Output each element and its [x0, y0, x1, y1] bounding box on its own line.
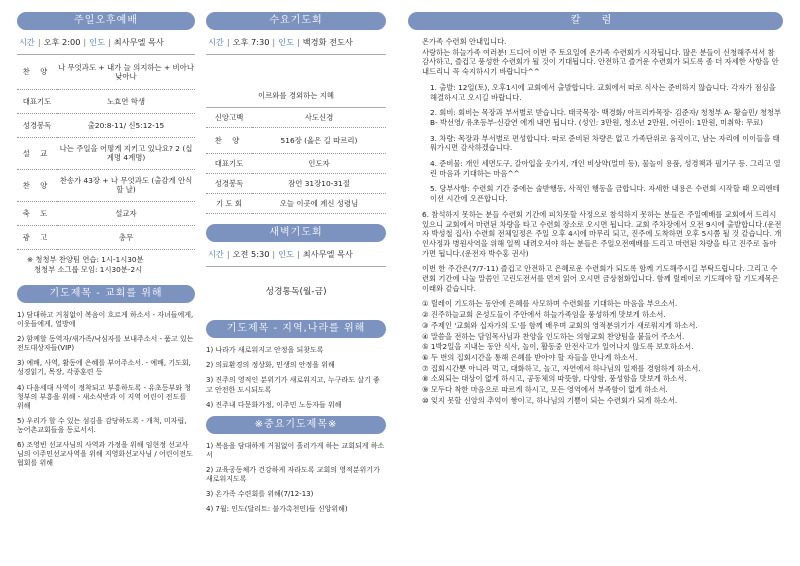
dawn-reading: 성경통독(월-금) [265, 287, 327, 298]
order-value: 516장 (옳은 길 따르리) [252, 128, 386, 154]
order-key: 대표기도 [17, 89, 57, 113]
relay-prayer-item: ④ 말씀을 전하는 담임목사님과 찬양을 인도하는 의형교회 찬양팀을 붙들어 주소서. [422, 331, 685, 341]
leader-value: 최사무엘 목사 [302, 249, 353, 259]
order-key: 성경봉독 [17, 113, 57, 137]
order-row [17, 55, 195, 89]
time-value: 오전 5:30 [232, 249, 270, 259]
note-line: 청청부 소그룹 모임: 1시30분-2시 [34, 264, 143, 274]
prayer-church-list [17, 311, 195, 468]
note-line: ※ 청청부 찬양팀 연습: 1시-1시30분 [27, 254, 144, 264]
order-row [206, 154, 386, 174]
prayer-region-list [206, 346, 386, 409]
sunday-order-table [17, 55, 195, 250]
column-item: 2. 회비: 회비는 목장과 부서별로 받습니다. 태국목장- 백경화/ 아프리카목장- 김준자/ 청청부 A- 황슬민/ 청청부 B- 박선영/ 유초등부-신감연 에게 내면 됩니다. (성인: 3만원, 청소년 2만원, 어린이: 1만원, 미취학: 무료) [430, 108, 781, 127]
order-row [17, 137, 195, 169]
order-key: 광 고 [17, 225, 57, 249]
column-item: 3. 차량: 목장과 부서별로 편성합니다. 따로 준비된 차량은 없고 가족단위로 움직이고, 남는 자리에 이이들을 태워가시면 감사하겠습니다. [430, 133, 780, 153]
prayer-item: 3) 온가족 수련회를 위해(7/12-13) [206, 490, 314, 499]
order-key: 대표기도 [206, 154, 252, 174]
column-title: 칼 럼 [408, 12, 783, 30]
leader-value: 최사무엘 목사 [113, 37, 164, 47]
order-key: 찬 양 [17, 55, 57, 89]
prayer-item: 3) 진주의 영적인 분위기가 새로워지고, 누구라도 살기 좋고 안전한 도시되도록 [206, 376, 380, 394]
order-key: 설 교 [17, 137, 57, 169]
relay-prayer-item: ⑤ 1박2일을 지내는 동안 식사, 놀이, 활동중 안전사고가 일어나지 않도록 보호하소서. [422, 342, 694, 352]
time-label: 시간 [208, 249, 224, 259]
wednesday-service-title: 수요기도회 [206, 12, 386, 30]
leader-label: 인도 [278, 249, 294, 259]
order-row [17, 89, 195, 113]
middle-column [206, 12, 386, 520]
column-item: 4. 준비물: 개인 세면도구, 갈아입을 옷가지, 개인 비상약(멀미 등), 물놀이 용품, 성경책과 필기구 등. 그리고 열린 마음과 기대하는 마음^^ [430, 159, 781, 178]
order-key: 찬 양 [17, 169, 57, 201]
prayer-church-title: 기도제목 - 교회를 위해 [17, 285, 195, 303]
leader-value: 백경화 전도사 [302, 37, 353, 47]
order-value: 찬송가 43장 + 나 무엇과도 (출감게 안식할 날) [57, 169, 195, 201]
prayer-region-title: 기도제목 - 지역,나라를 위해 [206, 320, 386, 338]
relay-prayer-item: ① 릴레이 기도하는 동안에 은혜를 사모하며 수련회를 기대하는 마음을 부으소서. [422, 299, 678, 309]
order-value: 나는 주일을 어떻게 지키고 있나요? 2 (십계명 4계명) [57, 137, 195, 169]
divider [206, 266, 386, 267]
time-label: 시간 [208, 37, 224, 47]
relay-prayer-item: ⑥ 두 번의 집회시간을 통해 은혜를 받아야 할 자들을 만나게 하소서. [422, 352, 638, 362]
relay-prayer-list [422, 299, 783, 405]
relay-prayer-item: ⑧ 소외되는 대상이 없게 하시고, 공동체의 따뜻함, 다양함, 풍성함을 맛보게 하소서. [422, 374, 687, 384]
prayer-item: 1) 복음을 담대하게 거침없이 흘러가게 하는 교회되게 하소서 [206, 441, 385, 459]
important-prayer-title: ※중요기도제목※ [206, 416, 386, 434]
order-value: 노효연 학생 [57, 89, 195, 113]
column-item: 1. 출발: 12일(토), 오후1시에 교회에서 출발합니다. 교회에서 따로 식사는 준비하지 않습니다. 각자가 점심을 해결하시고 오시길 바랍니다. [430, 82, 776, 102]
order-row [17, 201, 195, 225]
time-value: 오후 7:30 [232, 37, 270, 47]
relay-prayer-item: ⑩ 잊지 못할 신앙의 추억이 쌓이고, 하나님의 기쁨이 되는 수련회가 되게 하소서. [422, 395, 678, 405]
column-body [408, 37, 783, 406]
order-key: 기 도 회 [206, 194, 252, 214]
order-row [206, 108, 386, 128]
time-label: 시간 [19, 37, 35, 47]
order-key: 축 도 [17, 201, 57, 225]
divider [206, 54, 386, 55]
wednesday-subtitle: 이르와를 경외하는 지혜 [257, 91, 335, 101]
prayer-item: 2) 함께할 동역자/새가족/낙심자를 보내주소서 - 품고 있는 전도대상자들(VIP) [17, 335, 194, 353]
sunday-notes [17, 255, 195, 274]
leader-label: 인도 [89, 37, 105, 47]
relay-prayer-item: ⑦ 집회시간뿐 아니라 먹고, 대화하고, 놀고, 자연에서 하나님의 일재를 경험하게 하소서. [422, 363, 701, 373]
left-column [17, 12, 195, 474]
relay-prayer-item: ⑨ 모두다 착한 마음으로 따르게 하시고, 모든 영역에서 부족함이 없게 하소서. [422, 385, 668, 395]
wednesday-service-time: 시간 | 오후 7:30 | 인도 | 백경화 전도사 [208, 37, 353, 47]
sunday-service-time: 시간 | 오후 2:00 | 인도 | 최사무엘 목사 [19, 37, 164, 47]
order-row [17, 169, 195, 201]
column-article [408, 12, 783, 407]
order-value: 잠언 31장10-31절 [252, 174, 386, 194]
important-prayer-list [206, 442, 386, 515]
leader-label: 인도 [278, 37, 294, 47]
relay-prayer-item: ② 진주하늘교회 온성도들이 주안에서 하늘가족임을 풍성하게 맛보게 하소서. [422, 310, 666, 320]
prayer-item: 1) 담대하고 거침없이 복음이 흐르게 하소서 - 자녀들에게, 이웃들에게, 열방에 [17, 310, 194, 329]
order-value: 총무 [57, 225, 195, 249]
column-closing: 이번 한 주간은(7/7-11) 즐겁고 안전하고 은혜로운 수련회가 되도록 함께 기도해주시길 부탁드립니다. 그리고 수련회 기간에 나눌 말씀인 고린도전서를 먼저 읽어 오시면 금상첨화입니다. 함께 릴레이로 기도해야 할 기도제목은 이래와 같습니다. [422, 264, 779, 293]
sunday-service-title: 주일오후예배 [17, 12, 195, 30]
column-intro: 사랑하는 하늘가족 여러분! 드디어 이번 주 토요일에 온가족 수련회가 시작됩니다. 많은 분들이 신청해주셔서 참 감사하고, 즐겁고 풍성한 수련회가 될 것이 기대됩니다. 안전하고 즐거운 수련회가 되도록 좀 더 자세한 사항을 안내드리니 꼭 숙지하시기 바랍니다^^ [422, 47, 779, 77]
relay-prayer-item: ③ 주제인 '교회와 십자가의 도'를 함께 배우며 교회의 영적분위기가 새로워지게 하소서. [422, 320, 698, 330]
prayer-item: 4) 다음세대 사역이 정착되고 부흥하도록 - 유초등부와 청청부의 부흥을 위해 - 새소식반과 이 지역 어린이 전도를 위해 [17, 383, 192, 410]
order-value: 오늘 이곳에 계신 성령님 [252, 194, 386, 214]
order-row [17, 225, 195, 249]
order-key: 성경봉독 [206, 174, 252, 194]
prayer-item: 4) 7월: 인도(달리트: 불가촉천민)들 신앙위해) [206, 505, 348, 514]
dawn-service-time: 시간 | 오전 5:30 | 인도 | 최사무엘 목사 [208, 249, 353, 259]
order-value: 사도신경 [252, 108, 386, 128]
dawn-service-title: 새벽기도회 [206, 224, 386, 242]
prayer-item: 1) 나라가 새로워지고 안정을 되찾도록 [206, 346, 324, 355]
order-row [206, 128, 386, 154]
time-value: 오후 2:00 [43, 37, 81, 47]
column-item: 6. 참석하지 못하는 분들 수련회 기간에 피치못할 사정으로 참석하지 못하는 분들은 주일예배를 교회에서 드리시 있으니 교회에서 마련된 차량을 타고 수련회 장소로 오시면 됩니다. 교회 주차장에서 오전 9시에 출발합니다.(운전자 박성철 집사) 수련회 전체일정은 주일 오후 4시에 마무리 되고, 진주에 도착하면 오후 5시쯤 될 것 같습니다. 개인사정과 병원사역을 위해 일찍 내려오셔야 하는 분들은 주일오전예배를 드리고 마련된 차량을 타고 진주로 돌아가면 됩니다.(운전자 박수홍 권사) [422, 209, 782, 258]
order-value: 인도자 [252, 154, 386, 174]
prayer-item: 4) 진주내 다문화가정, 이주민 노동자들 위해 [206, 400, 342, 409]
order-key: 신앙고백 [206, 108, 252, 128]
prayer-item: 5) 우리가 할 수 있는 섬김을 감당하도록 - 개척, 미자립, 농어촌교회들을 동로서서. [17, 416, 187, 434]
prayer-item: 2) 의료환경의 정상화, 민생의 안정을 위해 [206, 361, 335, 370]
order-value: 나 무엇과도 + 내가 늘 의지하는 + 비아나 낮아나 [57, 55, 195, 89]
order-row [206, 174, 386, 194]
order-row [17, 113, 195, 137]
column-item: 5. 당부사항: 수련회 기간 중에는 술받행동, 사적인 행동을 금합니다. 자세한 내용은 수련회 시작할 때 오리엔테이션 시간에 오픈합니다. [430, 184, 780, 204]
order-key: 찬 양 [206, 128, 252, 154]
prayer-item: 6) 조영빈 선교사님의 사역과 가정을 위해 임현정 선교사님의 이주민선교사역을 위해 지영화선교사님 / 어린이전도협회를 위해 [17, 441, 193, 468]
order-value: 출20:8-11/ 신5:12-15 [57, 113, 195, 137]
column-greeting: 온가족 수련회 안내입니다. [422, 37, 507, 46]
wednesday-order-table [206, 108, 386, 215]
prayer-item: 2) 교육공동체가 건강하게 자라도록 교회의 영적분위기가 새로워지도록 [206, 465, 380, 483]
order-value: 설교자 [57, 201, 195, 225]
prayer-item: 3) 예배, 사역, 활동에 은혜를 부어주소서. - 예배, 기도회, 성경읽기, 목장, 각종훈련 등 [17, 359, 191, 377]
order-row [206, 194, 386, 214]
